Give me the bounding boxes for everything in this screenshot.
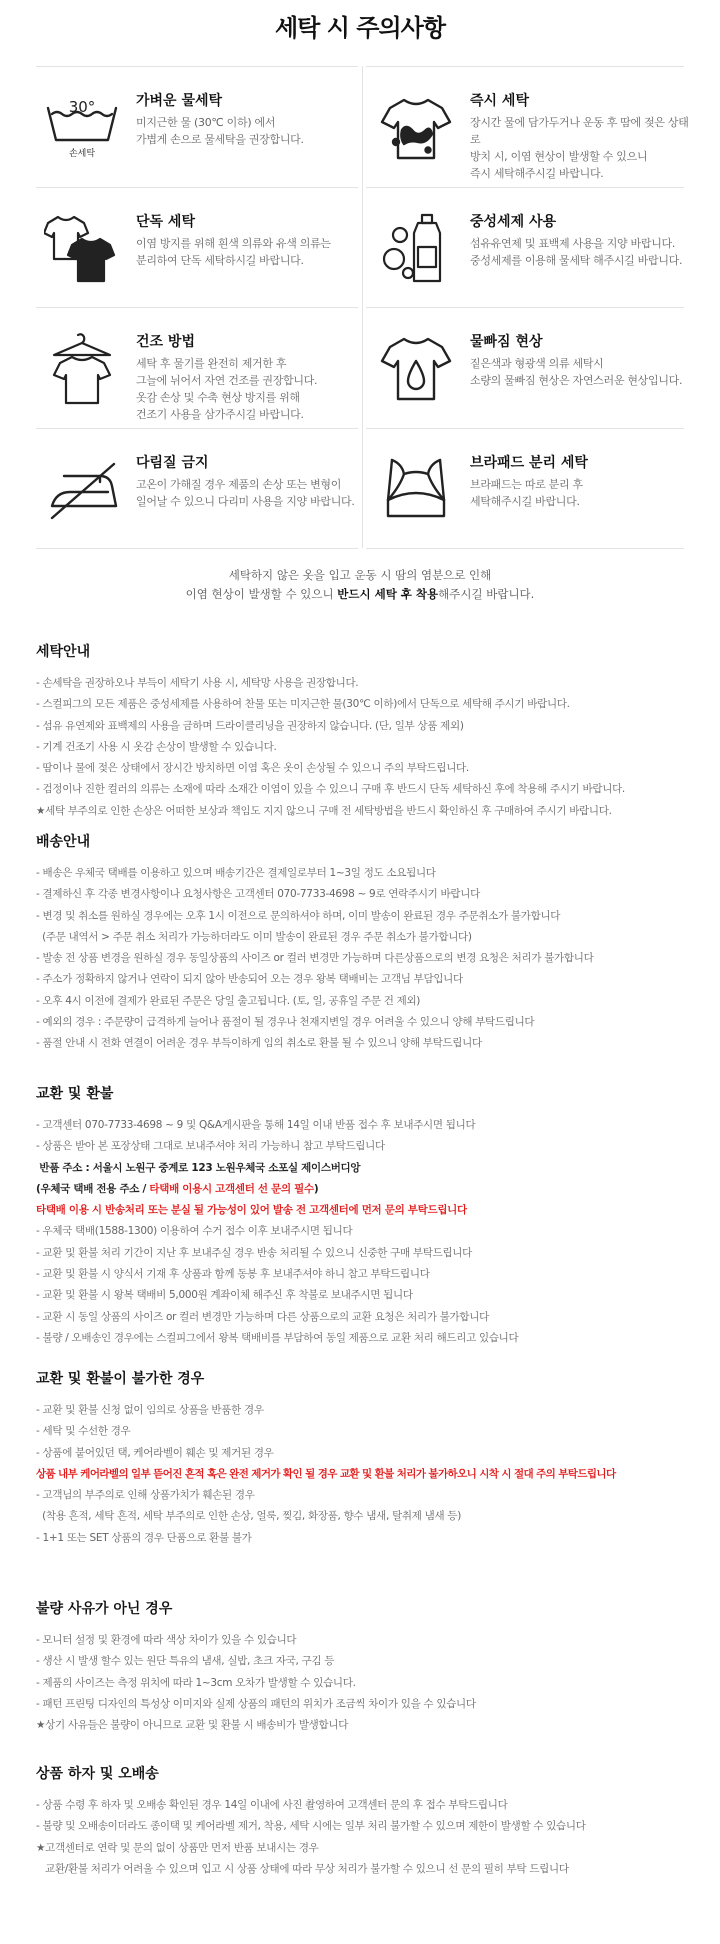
svg-text:손세탁: 손세탁	[68, 149, 96, 159]
card-desc: 세탁 후 물기를 완전히 제거한 후 그늘에 뉘어서 자연 건조를 권장합니다. 옷감 손상 및 수축 현상 방지를 위해 건조기 사용을 삼가주시길 바랍니다.	[136, 357, 318, 421]
divider	[366, 187, 684, 188]
card-separate-wash	[36, 189, 358, 307]
note-line	[0, 585, 720, 604]
list-item: - 배송은 우체국 택배를 이용하고 있으며 배송기간은 결제일로부터 1~3일 정도 소요됩니다	[36, 867, 436, 879]
no-iron-icon	[44, 452, 120, 528]
list-item: (주문 내역서 > 주문 취소 처리가 가능하더라도 이미 발송이 완료된 경우 주문 취소가 불가합니다)	[36, 930, 472, 943]
divider	[362, 66, 363, 548]
detergent-icon	[378, 211, 454, 287]
divider	[36, 548, 358, 549]
card-desc: 미지근한 물 (30℃ 이하) 에서 가볍게 손으로 물세탁을 권장합니다.	[136, 116, 304, 146]
card-drying	[36, 309, 358, 427]
list-item: - 불량 / 오배송인 경우에는 스컬피그에서 왕복 택배비를 부담하여 동일 제품으로 교환 처리 해드리고 있습니다	[36, 1331, 519, 1344]
card-desc: 짙은색과 형광색 의류 세탁시 소량의 물빠짐 현상은 자연스러운 현상입니다.	[470, 357, 683, 387]
note-emphasis: 반드시 세탁 후 착용	[337, 587, 439, 601]
card-bra-pad	[370, 430, 692, 548]
post-note-text: )	[313, 1182, 319, 1195]
card-title: 브라패드 분리 세탁	[470, 455, 588, 471]
list-item: - 상품에 붙어있던 택, 케어라벨이 훼손 및 제거된 경우	[36, 1446, 274, 1459]
return-address: 반품 주소 : 서울시 노원구 중계로 123 노원우체국 소포실 제이스버디앙	[36, 1161, 361, 1174]
list-item: - 교환 시 동일 상품의 사이즈 or 컬러 변경만 가능하며 다른 상품으로의 교환 요청은 처리가 불가합니다	[36, 1310, 489, 1323]
note-text: 이염 현상이 발생할 수 있으니	[185, 587, 338, 601]
section-wash	[36, 641, 696, 822]
list-item: - 교환 및 환불 시 양식서 기재 후 상품과 함께 동봉 후 보내주셔야 하니 참고 부탁드립니다	[36, 1268, 430, 1281]
sweat-note	[0, 566, 720, 604]
section-not-defect	[36, 1598, 696, 1736]
list-item: - 교환 및 환불 신청 없이 임의로 상품을 반품한 경우	[36, 1404, 264, 1416]
divider	[366, 548, 684, 549]
list-item: - 고객센터 070-7733-4698 ~ 9 및 Q&A게시판을 통해 14일 이내 반품 접수 후 보내주시면 됩니다	[36, 1119, 476, 1131]
card-title: 단독 세탁	[136, 214, 195, 230]
section-title: 세탁안내	[36, 644, 91, 660]
hand-wash-30-icon	[44, 90, 120, 166]
divider	[36, 187, 358, 188]
list-item: - 발송 전 상품 변경을 원하실 경우 동일상품의 사이즈 or 컬러 변경만 가능하며 다른상품으로의 변경 요청은 처리가 불가합니다	[36, 952, 594, 965]
two-shirts-icon	[44, 211, 120, 287]
list-item: - 스컬피그의 모든 제품은 중성세제를 사용하여 찬물 또는 미지근한 물(30℃ 이하)에서 단독으로 세탁해 주시기 바랍니다.	[36, 698, 570, 711]
list-item: 교환/환불 처리가 어려울 수 있으며 입고 시 상품 상태에 따라 무상 처리가 불가할 수 있으니 선 문의 필히 부탁 드립니다	[36, 1862, 569, 1875]
list-item: - 교환 및 환불 처리 기간이 지난 후 보내주실 경우 반송 처리될 수 있으니 신중한 구매 부탁드립니다	[36, 1246, 472, 1259]
list-item: - 고객님의 부주의로 인해 상품가치가 훼손된 경우	[36, 1489, 255, 1502]
divider	[36, 428, 358, 429]
card-neutral-detergent	[370, 189, 692, 307]
section-title: 배송안내	[36, 834, 91, 850]
list-item: - 패턴 프린팅 디자인의 특성상 이미지와 실제 상품의 패턴의 위치가 조금씩 차이가 있을 수 있습니다	[36, 1697, 476, 1710]
list-item: - 생산 시 발생 할수 있는 원단 특유의 냄새, 실밥, 초크 자국, 구김 등	[36, 1655, 335, 1668]
section-title: 상품 하자 및 오배송	[36, 1766, 159, 1782]
card-color-bleed	[370, 309, 692, 427]
card-title: 건조 방법	[136, 334, 195, 350]
list-item: - 우체국 택배(1588-1300) 이용하여 수거 접수 이후 보내주시면 됩니다	[36, 1225, 353, 1238]
list-item: - 품절 안내 시 전화 연결이 어려운 경우 부득이하게 임의 취소로 환불 될 수 있으니 양해 부탁드립니다	[36, 1037, 482, 1050]
card-immediate-wash	[370, 68, 692, 186]
card-desc: 브라패드는 따로 분리 후 세탁해주시길 바랍니다.	[470, 478, 583, 508]
list-item: - 상품 수령 후 하자 및 오배송 확인된 경우 14일 이내에 사진 촬영하여 고객센터 문의 후 접수 부탁드립니다	[36, 1799, 508, 1811]
divider	[366, 428, 684, 429]
divider	[36, 307, 358, 308]
card-hand-wash	[36, 68, 358, 186]
list-item: - 주소가 정확하지 않거나 연락이 되지 않아 반송되어 오는 경우 왕복 택배비는 고객님 부담입니다	[36, 973, 463, 986]
list-item: ★고객센터로 연락 및 문의 없이 상품만 먼저 반품 보내시는 경우	[36, 1841, 319, 1854]
card-title: 다림질 금지	[136, 455, 209, 471]
section-no-exchange	[36, 1368, 696, 1549]
card-title: 물빠짐 현상	[470, 334, 543, 350]
note-line: 세탁하지 않은 옷을 입고 운동 시 땀의 염분으로 인해	[228, 568, 492, 582]
list-item: - 교환 및 환불 시 왕복 택배비 5,000원 계좌이체 해주신 후 착불로 보내주시면 됩니다	[36, 1289, 413, 1302]
list-item: - 오후 4시 이전에 결제가 완료된 주문은 당일 출고됩니다. (토, 일, 공휴일 주문 건 제외)	[36, 994, 421, 1007]
post-note	[36, 1179, 696, 1200]
card-title: 중성세제 사용	[470, 214, 557, 230]
section-title: 교환 및 환불	[36, 1086, 114, 1102]
list-item: - 손세탁을 권장하오나 부득이 세탁기 사용 시, 세탁망 사용을 권장합니다.	[36, 677, 359, 689]
card-desc: 고온이 가해질 경우 제품의 손상 또는 변형이 일어날 수 있으니 다리미 사용을 지양 바랍니다.	[136, 478, 355, 508]
list-item: - 제품의 사이즈는 측정 위치에 따라 1~3cm 오차가 발생할 수 있습니다.	[36, 1676, 356, 1689]
card-title: 즉시 세탁	[470, 93, 529, 109]
list-item: - 불량 및 오배송이더라도 종이택 및 케어라벨 제거, 착용, 세탁 시에는 일부 처리 불가할 수 있으며 제한이 발생할 수 있습니다	[36, 1820, 586, 1833]
card-desc: 섬유유연제 및 표백제 사용을 지양 바랍니다. 중성세제를 이용해 물세탁 해주시길 바랍니다.	[470, 237, 683, 267]
list-item: ★상기 사유들은 불량이 아니므로 교환 및 환불 시 배송비가 발생합니다	[36, 1719, 349, 1732]
wet-shirt-icon	[378, 90, 454, 166]
card-title: 가벼운 물세탁	[136, 93, 223, 109]
post-note-text: (우체국 택배 전용 주소 /	[36, 1182, 150, 1195]
list-item: - 섬유 유연제와 표백제의 사용을 금하며 드라이클리닝을 권장하지 않습니다. (단, 일부 상품 제외)	[36, 719, 464, 732]
section-title: 교환 및 환불이 불가한 경우	[36, 1371, 205, 1387]
section-shipping	[36, 831, 696, 1055]
warning-text: 상품 내부 케어라벨의 일부 뜯어진 흔적 혹은 완전 제거가 확인 될 경우 교환 및 환불 처리가 불가하오니 시착 시 절대 주의 부탁드립니다	[36, 1467, 616, 1480]
divider	[36, 66, 358, 67]
list-item: - 결제하신 후 각종 변경사항이나 요청사항은 고객센터 070-7733-4698 ~ 9로 연락주시기 바랍니다	[36, 888, 480, 901]
post-note-warning: 타택배 이용시 고객센터 선 문의 필수	[149, 1182, 314, 1195]
list-item: - 땀이나 물에 젖은 상태에서 장시간 방치하면 이염 혹은 옷이 손상될 수 있으니 주의 부탁드립니다.	[36, 762, 469, 775]
warning-text: 타택배 이용 시 반송처리 또는 분실 될 가능성이 있어 발송 전 고객센터에 먼저 문의 부탁드립니다	[36, 1204, 467, 1217]
sports-bra-icon	[378, 452, 454, 528]
section-exchange	[36, 1083, 696, 1349]
note-text: 해주시길 바랍니다.	[438, 587, 535, 601]
list-item: - 기계 건조기 사용 시 옷감 손상이 발생할 수 있습니다.	[36, 740, 277, 753]
divider	[366, 307, 684, 308]
divider	[366, 66, 684, 67]
list-item: - 예외의 경우 : 주문량이 급격하게 늘어나 품절이 될 경우나 천재지변일 경우 어려울 수 있으니 양해 부탁드립니다	[36, 1016, 535, 1029]
list-item: ★세탁 부주의로 인한 손상은 어떠한 보상과 책임도 지지 않으니 구매 전 세탁방법을 반드시 확인하신 후 구매하여 주시기 바랍니다.	[36, 804, 612, 817]
section-title: 불량 사유가 아닌 경우	[36, 1601, 173, 1617]
list-item: - 모니터 설정 및 환경에 따라 색상 차이가 있을 수 있습니다	[36, 1634, 297, 1646]
page-title: 세탁 시 주의사항	[275, 14, 445, 42]
svg-text:30°: 30°	[68, 98, 96, 116]
list-item: - 상품은 받아 본 포장상태 그대로 보내주셔야 처리 가능하니 참고 부탁드립니다	[36, 1140, 385, 1153]
card-desc: 장시간 물에 담가두거나 운동 후 땀에 젖은 상태로 방치 시, 이염 현상이 발생할 수 있으니 즉시 세탁해주시길 바랍니다.	[470, 116, 689, 180]
list-item: - 검정이나 진한 컬러의 의류는 소재에 따라 소재간 이염이 있을 수 있으니 구매 후 반드시 단독 세탁하신 후에 착용해 주시기 바랍니다.	[36, 783, 625, 796]
list-item: - 1+1 또는 SET 상품의 경우 단품으로 환불 불가	[36, 1531, 252, 1544]
section-defect	[36, 1763, 696, 1880]
drop-shirt-icon	[378, 331, 454, 407]
card-no-ironing	[36, 430, 358, 548]
hanger-shirt-icon	[44, 331, 120, 407]
card-desc: 이염 방지를 위해 흰색 의류와 유색 의류는 분리하여 단독 세탁하시길 바랍니다.	[136, 237, 331, 267]
list-item: - 세탁 및 수선한 경우	[36, 1425, 131, 1438]
list-item: (착용 흔적, 세탁 흔적, 세탁 부주의로 인한 손상, 얼룩, 찢김, 화장품, 향수 냄새, 탈취제 냄새 등)	[36, 1510, 462, 1523]
list-item: - 변경 및 취소를 원하실 경우에는 오후 1시 이전으로 문의하셔야 하며, 이미 발송이 완료된 경우 주문취소가 불가합니다	[36, 909, 561, 922]
